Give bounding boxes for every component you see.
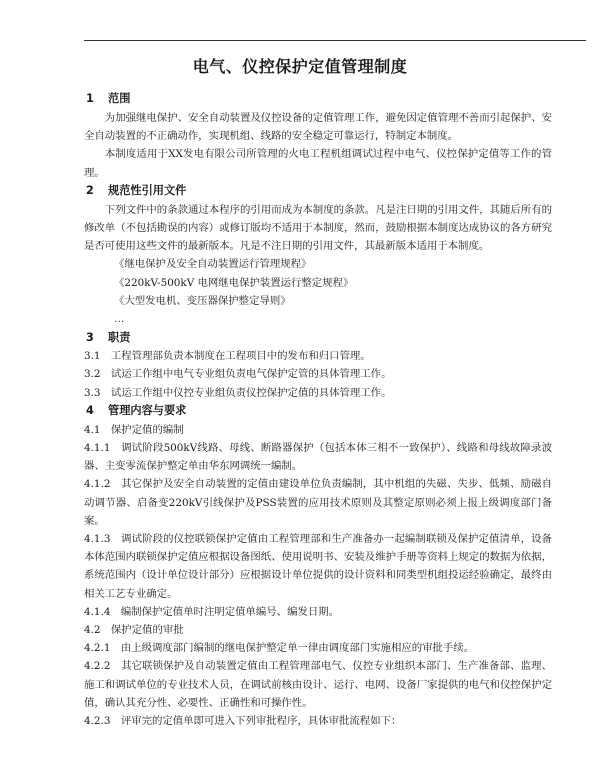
section-title: 规范性引用文件 (108, 184, 187, 198)
section-number: 2 (86, 184, 94, 198)
paragraph: 本制度适用于XX发电有限公司所管理的火电工程机组调试过程中电气、仪控保护定值等工作的管理。 (84, 148, 552, 179)
section-number: 3 (86, 330, 94, 344)
section-title: 职责 (108, 330, 131, 344)
section-4-heading (84, 402, 552, 421)
clause: 4.2 保护定值的审批 (84, 624, 184, 637)
clause: 4.1.2 其它保护及安全自动装置的定值由建设单位负责编制，其中机组的失磁、失步、低频、励磁自动调节器、启备变220kV引线保护及PSS装置的应用技术原则及其整定原则必须上报上级调度部门备案。 (84, 478, 552, 527)
document-title: 电气、仪控保护定值管理制度 (192, 57, 408, 76)
clause: 4.1 保护定值的编制 (84, 423, 184, 436)
reference-item: 《继电保护及安全自动装置运行管理规程》 (114, 258, 312, 271)
section-2-heading (84, 182, 552, 201)
section-number: 4 (86, 404, 94, 418)
section-3-heading (84, 328, 552, 347)
clause: 4.2.1 由上级调度部门编制的继电保护整定单一律由调度部门实施相应的审批手续。 (84, 642, 475, 655)
clause: 4.2.2 其它联锁保护及自动装置定值由工程管理部电气、仪控专业组织本部门、生产准备部、监理、施工和调试单位的专业技术人员，在调试前核由设计、运行、电网、设备厂家提供的电气和仪控保护定值，确认其充分性、必要性、正确性和可操作性。 (84, 660, 552, 709)
paragraph: 下列文件中的条款通过本程序的引用而成为本制度的条款。凡是注日期的引用文件，其随后所有的修改单（不包括勘误的内容）或修订版均不适用于本制度，然而，鼓励根据本制度达成协议的各方研究是否可使用这些文件的最新版本。凡是不注日期的引用文件，其最新版本适用于本制度。 (84, 203, 552, 253)
clause: 4.1.4 编制保护定值单时注明定值单编号、编发日期。 (84, 605, 340, 618)
clause: 3.1 工程管理部负责本制度在工程项目中的发布和归口管理。 (84, 350, 371, 363)
section-title: 管理内容与要求 (108, 404, 187, 418)
reference-item: 《220kV-500kV 电网继电保护装置运行整定规程》 (114, 276, 354, 289)
section-1-heading (84, 90, 552, 109)
document-body (84, 90, 552, 730)
header-rule (84, 40, 586, 41)
section-number: 1 (86, 92, 94, 106)
paragraph: 为加强继电保护、安全自动装置及仪控设备的定值管理工作，避免因定值管理不善而引起保护、安全自动装置的不正确动作，实现机组、线路的安全稳定可靠运行，特制定本制度。 (84, 112, 552, 143)
clause: 3.2 试运工作组中电气专业组负责电气保护定管的具体管理工作。 (84, 368, 392, 381)
clause: 3.3 试运工作组中仪控专业组负责仪控保护定值的具体管理工作。 (84, 386, 392, 399)
clause: 4.2.3 评审完的定值单即可进入下列审批程序，具体审批流程如下： (84, 715, 402, 728)
section-title: 范围 (108, 92, 131, 106)
clause: 4.1.3 调试阶段的仪控联锁保护定值由工程管理部和生产准备办一起编制联锁及保护定值清单，设备本体范围内联锁保护定值应根据设备图纸、使用说明书、安装及维护手册等资料上规定的数据为依据，系统范围内（设计单位设计部分）应根据设计单位提供的设计资料和同类型机组投运经验确定，最终由相关工艺专业确定。 (84, 533, 552, 600)
clause: 4.1.1 调试阶段500kV线路、母线、断路器保护（包括本体三相不一致保护）、线路和母线故障录波器、主变零流保护整定单由华东网调统一编制。 (84, 442, 552, 473)
reference-item: … (114, 313, 125, 326)
reference-item: 《大型发电机、变压器保护整定导则》 (114, 294, 291, 307)
